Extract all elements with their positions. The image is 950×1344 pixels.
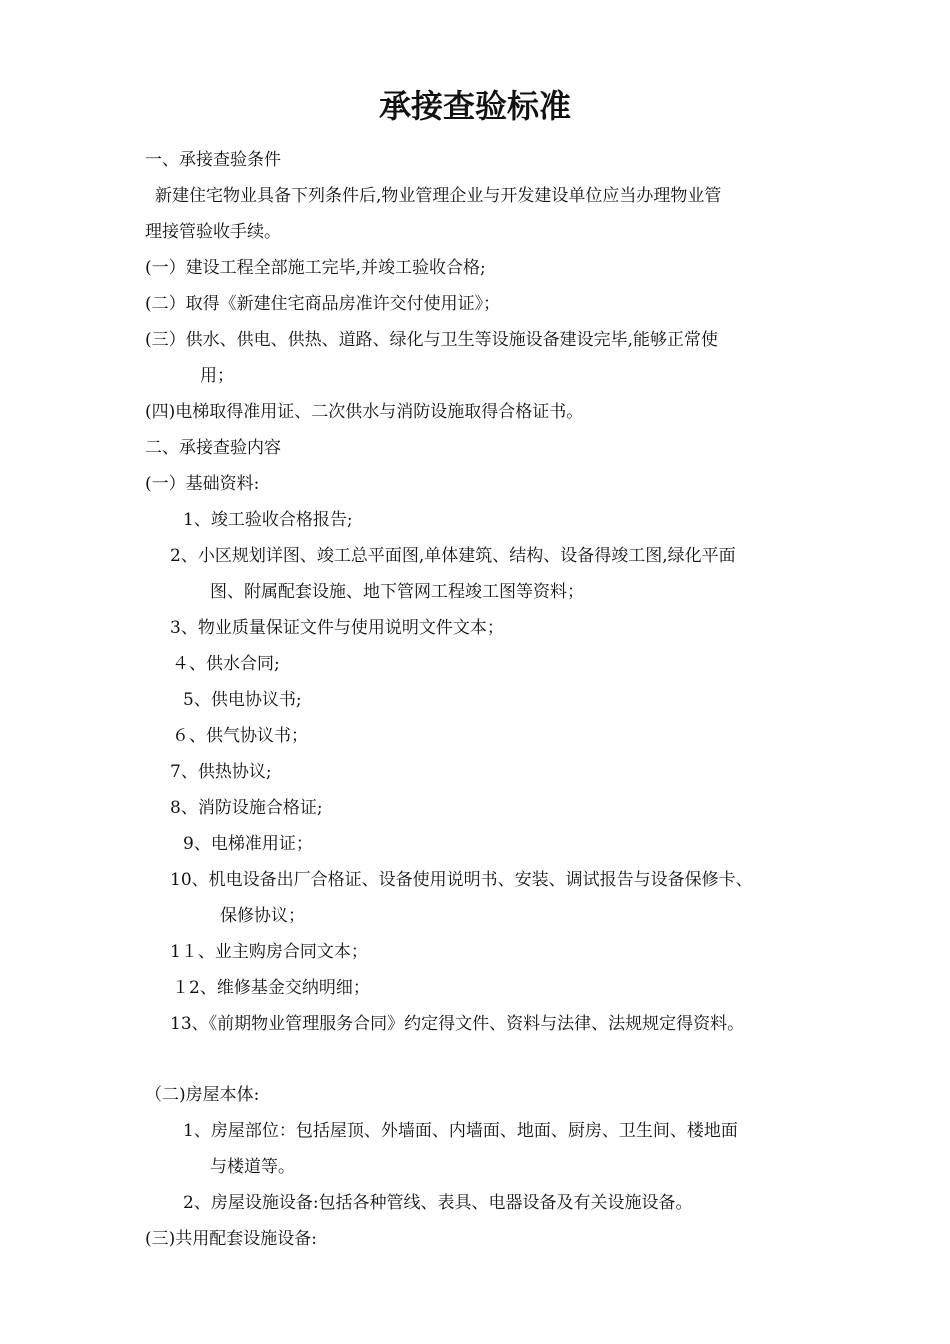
list-item: ４、供水合同;	[172, 654, 280, 674]
list-item: (一）建设工程全部施工完毕,并竣工验收合格;	[145, 258, 486, 278]
list-item: 7、供热协议;	[170, 762, 272, 782]
list-item: １2、维修基金交纳明细；	[172, 978, 370, 998]
list-item: 9、电梯准用证；	[183, 834, 313, 854]
document-title: 承接查验标准	[378, 87, 571, 125]
section-heading-2: 二、承接查验内容	[145, 438, 281, 458]
list-item: 13、《前期物业管理服务合同》约定得文件、资料与法律、法规规定得资料。	[170, 1014, 745, 1034]
paragraph-line: 理接管验收手续。	[145, 222, 281, 242]
list-item: 1、房屋部位：包括屋顶、外墙面、内墙面、地面、厨房、卫生间、楼地面	[183, 1121, 738, 1141]
list-item: (二）取得《新建住宅商品房准许交付使用证》；	[145, 294, 501, 314]
list-item: 10、机电设备出厂合格证、设备使用说明书、安装、调试报告与设备保修卡、	[170, 870, 753, 890]
list-item: 2、房屋设施设备:包括各种管线、表具、电器设备及有关设施设备。	[183, 1193, 693, 1213]
list-item: 8、消防设施合格证;	[170, 798, 323, 818]
list-item-continuation: 保修协议；	[220, 906, 305, 926]
subsection-heading: (一）基础资料:	[145, 474, 260, 494]
subsection-heading: (三)共用配套设施设备:	[145, 1229, 317, 1249]
list-item: 3、物业质量保证文件与使用说明文件文本；	[170, 618, 504, 638]
list-item: (三）供水、供电、供热、道路、绿化与卫生等设施设备建设完毕,能够正常使	[145, 330, 719, 350]
section-heading-1: 一、承接查验条件	[145, 150, 281, 170]
list-item: 2、小区规划详图、竣工总平面图,单体建筑、结构、设备得竣工图,绿化平面	[170, 546, 736, 566]
list-item-continuation: 用；	[200, 366, 234, 386]
subsection-heading: （二)房屋本体:	[145, 1085, 260, 1105]
list-item: ６、供气协议书；	[172, 726, 308, 746]
paragraph-line: 新建住宅物业具备下列条件后,物业管理企业与开发建设单位应当办理物业管	[155, 186, 722, 206]
list-item: (四)电梯取得准用证、二次供水与消防设施取得合格证书。	[145, 402, 584, 422]
list-item: 5、供电协议书;	[183, 690, 302, 710]
list-item-continuation: 与楼道等。	[210, 1157, 295, 1177]
list-item: 1、竣工验收合格报告;	[183, 510, 353, 530]
list-item: 1１、业主购房合同文本；	[170, 942, 368, 962]
list-item-continuation: 图、附属配套设施、地下管网工程竣工图等资料；	[210, 582, 584, 602]
